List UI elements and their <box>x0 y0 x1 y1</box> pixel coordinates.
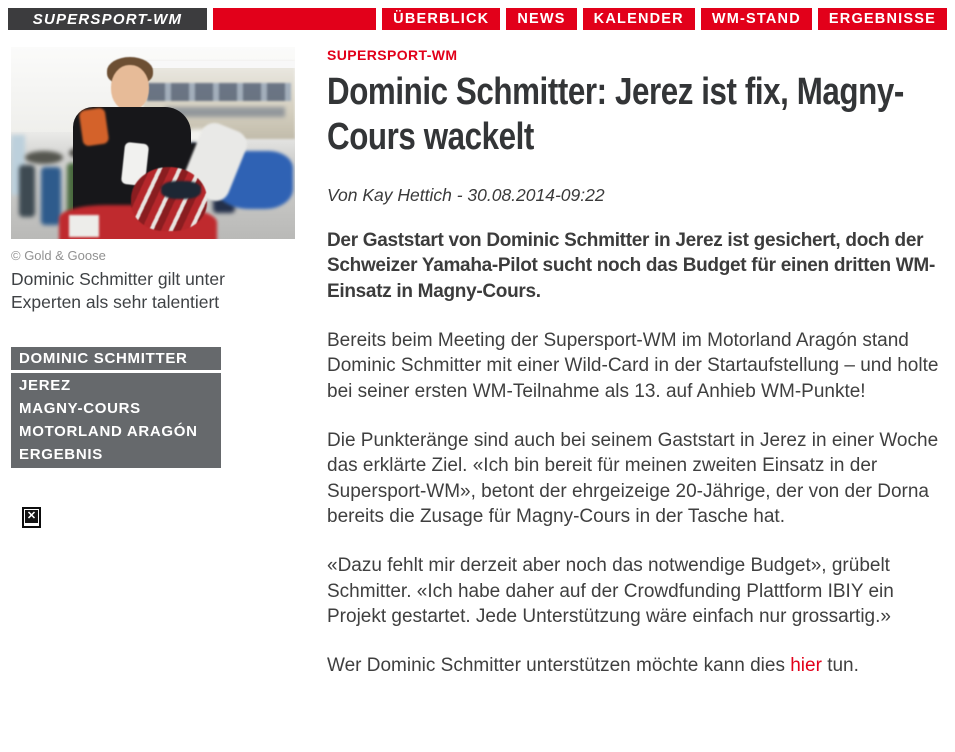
article-category-label[interactable]: SUPERSPORT-WM <box>327 47 458 63</box>
photo-roof <box>143 61 295 68</box>
tag-jerez[interactable] <box>11 374 221 397</box>
nav-item-label: ERGEBNISSE <box>828 11 936 27</box>
nav-item-kalender[interactable] <box>583 8 695 30</box>
article-sidebar <box>11 47 295 698</box>
nav-red-spacer <box>213 8 376 30</box>
nav-item-label: ÜBERBLICK <box>393 11 490 27</box>
brand-label: SUPERSPORT-WM <box>32 10 183 28</box>
support-link-hier[interactable]: hier <box>790 654 822 676</box>
tag-group <box>11 373 221 468</box>
article-closing-paragraph <box>327 653 944 679</box>
closing-text-before: Wer Dominic Schmitter unterstützen möchte kann dies <box>327 654 791 676</box>
tag-list <box>11 347 221 468</box>
photo-windows <box>147 83 291 101</box>
tag-label: ERGEBNIS <box>19 446 103 464</box>
tag-motorland-aragon[interactable] <box>11 420 221 443</box>
tag-label: JEREZ <box>19 377 71 395</box>
article-paragraph: Die Punkteränge sind auch bei seinem Gaststart in Jerez in einer Woche das erklärte Ziel. «Ich bin bereit für meinen zweiten Einsatz in der Supersport-WM», betont der ehrgeizeige 20-Jährige, der von der Dorna bereits die Zusage für Magny-Cours in der Tasche hat. <box>327 429 939 528</box>
nav-item-ergebnisse[interactable] <box>818 8 947 30</box>
tag-label: DOMINIC SCHMITTER <box>19 350 188 368</box>
nav-item-news[interactable] <box>506 8 576 30</box>
photo-caption: Dominic Schmitter gilt unter Experten als sehr talentiert <box>11 269 225 313</box>
page-layout <box>11 47 947 698</box>
nav-item-label: KALENDER <box>593 11 684 27</box>
top-navigation-bar <box>8 8 947 30</box>
article-paragraph: «Dazu fehlt mir derzeit aber noch das notwendige Budget», grübelt Schmitter. «Ich habe daher auf der Crowdfunding Plattform IBIY ein Projekt gestartet. Jede Unterstützung wäre einfach nur grossartig.» <box>327 555 894 628</box>
nav-item-ueberblick[interactable] <box>382 8 500 30</box>
tag-ergebnis[interactable] <box>11 443 221 466</box>
article-byline: Von Kay Hettich - 30.08.2014-09:22 <box>327 184 605 205</box>
headline-wrap <box>327 70 942 160</box>
article-main <box>327 47 944 698</box>
article-lead: Der Gaststart von Dominic Schmitter in Jerez ist gesichert, doch der Schweizer Yamaha-Pilot sucht noch das Budget für einen dritten WM-Einsatz in Magny-Cours. <box>327 229 935 302</box>
nav-item-wm-stand[interactable] <box>701 8 812 30</box>
tag-magny-cours[interactable] <box>11 397 221 420</box>
nav-item-label: NEWS <box>517 11 566 27</box>
tag-label: MAGNY-COURS <box>19 400 141 418</box>
photo-rider-chest-patch <box>79 107 110 146</box>
broken-image-x-icon: ✕ <box>26 510 37 523</box>
photo-rider-face <box>111 65 149 111</box>
nav-item-label: WM-STAND <box>711 11 801 27</box>
photo-crowd <box>19 165 35 217</box>
photo-crowd <box>41 167 61 225</box>
article-photo <box>11 47 295 239</box>
closing-text-after: tun. <box>821 654 859 676</box>
photo-helmet-visor <box>161 181 201 199</box>
tag-dominic-schmitter[interactable] <box>11 347 221 370</box>
article-title: Dominic Schmitter: Jerez ist fix, Magny-Cours wackelt <box>327 71 904 158</box>
tag-label: MOTORLAND ARAGÓN <box>19 423 198 441</box>
brand-box-supersport-wm[interactable] <box>8 8 207 30</box>
photo-credit: © Gold & Goose <box>11 248 106 263</box>
broken-image-icon <box>22 507 41 528</box>
photo-umbrella <box>25 151 63 164</box>
photo-helmet <box>131 167 207 231</box>
photo-number-plate <box>69 215 99 237</box>
article-paragraph: Bereits beim Meeting der Supersport-WM im Motorland Aragón stand Dominic Schmitter mit einer Wild-Card in der Startaufstellung – und holte bei seiner ersten WM-Teilnahme als 13. auf Anhieb WM-Punkte! <box>327 329 939 402</box>
